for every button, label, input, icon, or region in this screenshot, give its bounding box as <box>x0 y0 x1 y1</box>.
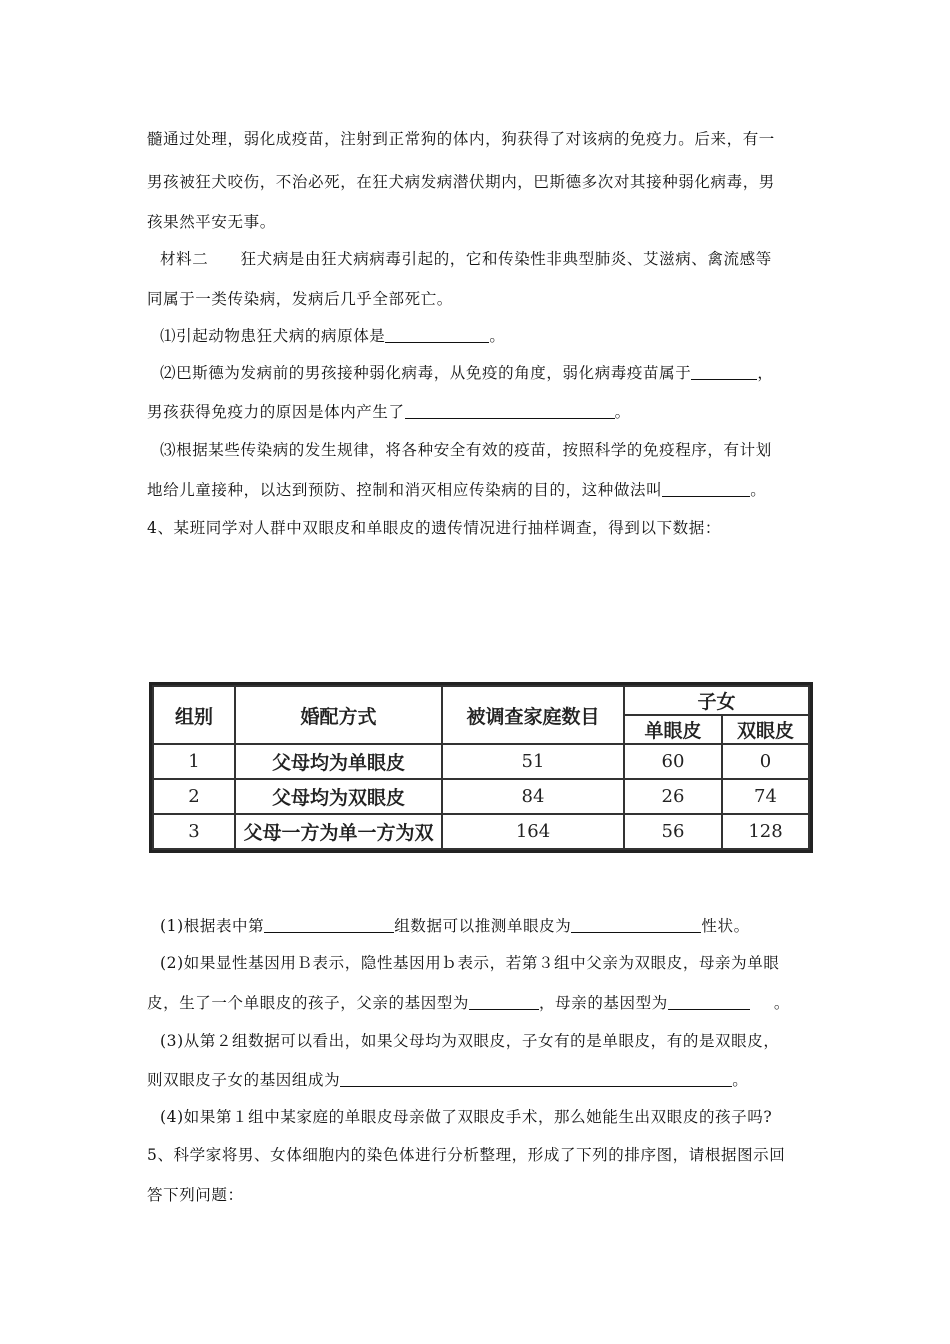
question-2a <box>160 361 773 383</box>
punct: ， <box>757 364 774 382</box>
material-two-line: 材料二 狂犬病是由狂犬病病毒引起的，它和传染性非典型肺炎、艾滋病、禽流感等 <box>160 250 772 268</box>
cell-families: 164 <box>442 814 624 849</box>
answer-blank[interactable] <box>469 994 539 1010</box>
table-question-2a: (2)如果显性基因用Ｂ表示，隐性基因用ｂ表示，若第３组中父亲为双眼皮，母亲为单眼 <box>160 954 780 972</box>
paragraph-line: 同属于一类传染病，发病后几乎全部死亡。 <box>147 290 453 308</box>
paragraph-line: 髓通过处理，弱化成疫苗，注射到正常狗的体内，狗获得了对该病的免疫力。后来，有一 <box>147 130 775 148</box>
punct: 。 <box>750 481 767 499</box>
header-families: 被调查家庭数目 <box>442 686 624 744</box>
cell-double: 128 <box>722 814 809 849</box>
cell-single: 26 <box>624 779 722 814</box>
question-text: 地给儿童接种，以达到预防、控制和消灭相应传染病的目的，这种做法叫 <box>147 481 663 499</box>
cell-families: 84 <box>442 779 624 814</box>
answer-blank[interactable] <box>340 1071 732 1087</box>
question-text: 性状。 <box>701 917 750 935</box>
cell-single: 60 <box>624 744 722 779</box>
table-question-2b <box>147 991 790 1013</box>
question-3b <box>147 478 766 500</box>
punct: 。 <box>489 327 506 345</box>
answer-blank[interactable] <box>668 994 750 1010</box>
header-children: 子女 <box>624 686 809 715</box>
paragraph-line: 男孩被狂犬咬伤，不治必死，在狂犬病发病潜伏期内，巴斯德多次对其接种弱化病毒，男 <box>147 173 775 191</box>
answer-blank[interactable] <box>662 481 750 497</box>
table-question-1 <box>160 914 750 936</box>
question-text: 皮，生了一个单眼皮的孩子，父亲的基因型为 <box>147 994 470 1012</box>
question-text: 则双眼皮子女的基因组成为 <box>147 1071 341 1089</box>
punct: 。 <box>614 403 631 421</box>
cell-mating: 父母一方为单一方为双 <box>235 814 442 849</box>
answer-blank[interactable] <box>571 917 701 933</box>
cell-double: 74 <box>722 779 809 814</box>
table-question-4: (4)如果第１组中某家庭的单眼皮母亲做了双眼皮手术，那么她能生出双眼皮的孩子吗? <box>160 1108 773 1126</box>
survey-table <box>149 682 813 853</box>
cell-mating: 父母均为单眼皮 <box>235 744 442 779</box>
answer-blank[interactable] <box>385 327 489 343</box>
table-row <box>153 779 809 814</box>
cell-families: 51 <box>442 744 624 779</box>
question-2b <box>147 400 631 422</box>
cell-group: 1 <box>153 744 235 779</box>
paragraph-line: 孩果然平安无事。 <box>147 213 276 231</box>
table-question-3a: (3)从第２组数据可以看出，如果父母均为双眼皮，子女有的是单眼皮，有的是双眼皮， <box>160 1032 780 1050</box>
punct: 。 <box>773 994 790 1012</box>
question-text: ⑵巴斯德为发病前的男孩接种弱化病毒，从免疫的角度，弱化病毒疫苗属于 <box>160 364 692 382</box>
table-question-3b <box>147 1068 748 1090</box>
punct: 。 <box>732 1071 749 1089</box>
question-5b: 答下列问题： <box>147 1186 244 1204</box>
answer-blank[interactable] <box>405 403 615 419</box>
cell-group: 3 <box>153 814 235 849</box>
cell-single: 56 <box>624 814 722 849</box>
question-text: (1)根据表中第 <box>160 917 265 935</box>
question-text: 男孩获得免疫力的原因是体内产生了 <box>147 403 405 421</box>
question-1 <box>160 324 506 346</box>
question-3a: ⑶根据某些传染病的发生规律，将各种安全有效的疫苗，按照科学的免疫程序，有计划 <box>160 441 772 459</box>
table-row <box>153 814 809 849</box>
question-5a: 5、科学家将男、女体细胞内的染色体进行分析整理，形成了下列的排序图，请根据图示回 <box>147 1146 786 1164</box>
header-mating: 婚配方式 <box>235 686 442 744</box>
header-double: 双眼皮 <box>722 715 809 744</box>
table-row <box>153 744 809 779</box>
cell-group: 2 <box>153 779 235 814</box>
answer-blank[interactable] <box>691 364 757 380</box>
question-text: ，母亲的基因型为 <box>539 994 668 1012</box>
answer-blank[interactable] <box>264 917 394 933</box>
question-text: 组数据可以推测单眼皮为 <box>394 917 572 935</box>
question-text: ⑴引起动物患狂犬病的病原体是 <box>160 327 386 345</box>
header-group: 组别 <box>153 686 235 744</box>
cell-mating: 父母均为双眼皮 <box>235 779 442 814</box>
question-4: 4、某班同学对人群中双眼皮和单眼皮的遗传情况进行抽样调查，得到以下数据： <box>147 519 721 537</box>
header-single: 单眼皮 <box>624 715 722 744</box>
cell-double: 0 <box>722 744 809 779</box>
